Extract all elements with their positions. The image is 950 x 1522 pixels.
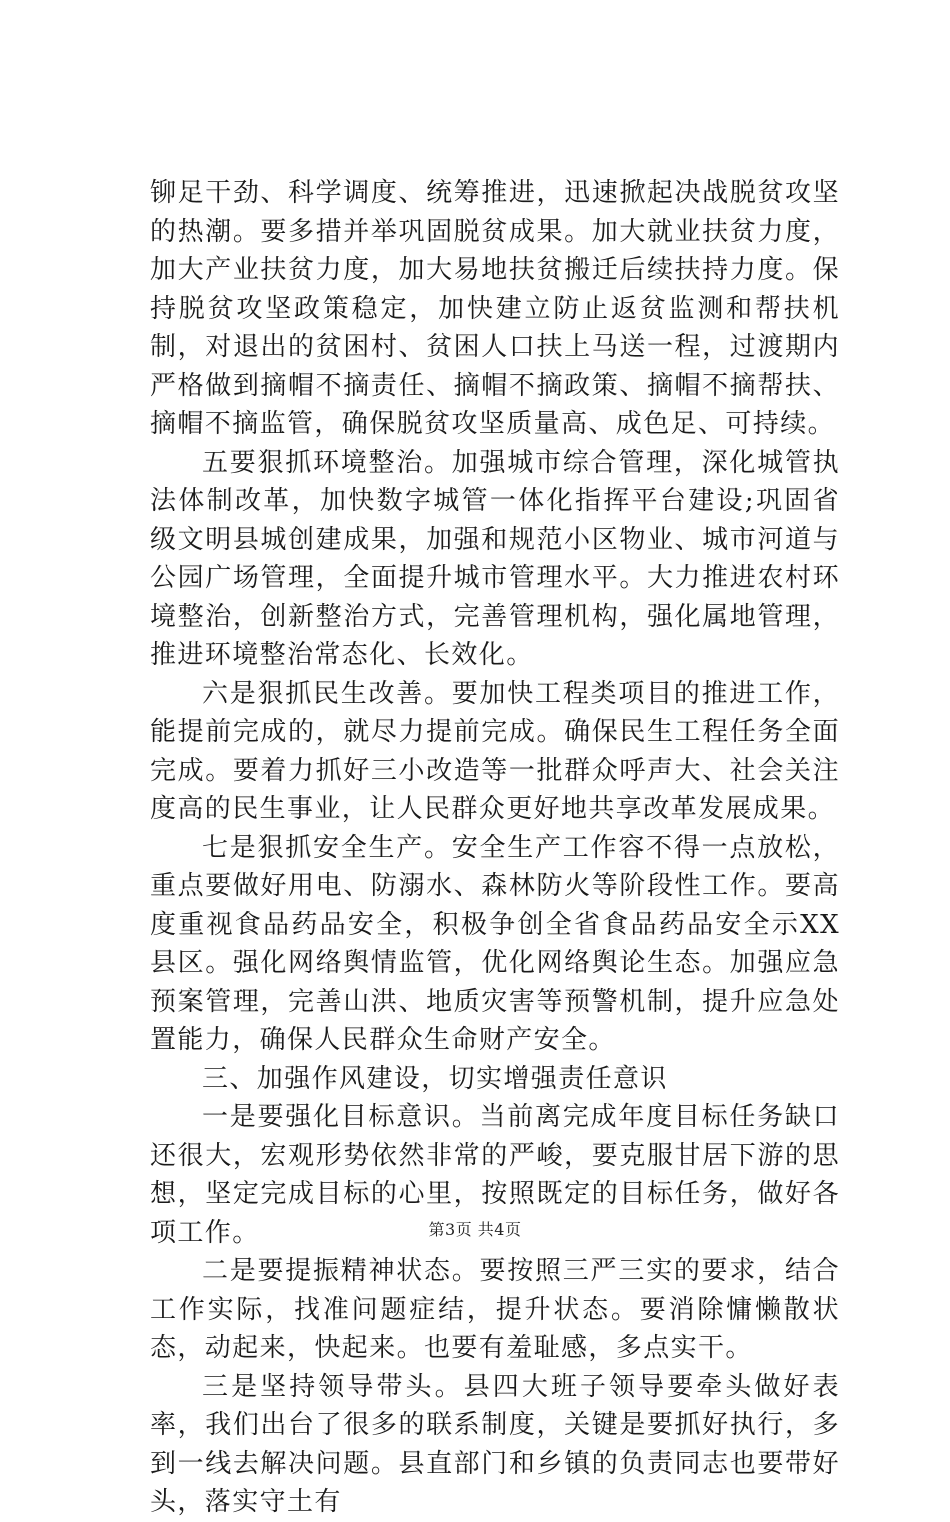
paragraph: 二是要提振精神状态。要按照三严三实的要求，结合工作实际，找准问题症结，提升状态。要消除慵懒散状态，动起来，快起来。也要有羞耻感，多点实干。 (150, 1256, 840, 1363)
paragraph: 一是要强化目标意识。当前离完成年度目标任务缺口还很大，宏观形势依然非常的严峻，要克服甘居下游的思想，坚定完成目标的心里，按照既定的目标任务，做好各项工作。 (150, 1102, 840, 1248)
paragraph: 七是狠抓安全生产。安全生产工作容不得一点放松，重点要做好用电、防溺水、森林防火等阶段性工作。要高度重视食品药品安全，积极争创全省食品药品安全示XX县区。强化网络舆情监管，优化网络舆论生态。加强应急预案管理，完善山洪、地质灾害等预警机制，提升应急处置能力，确保人民群众生命财产安全。 (150, 832, 840, 1055)
paragraph: 六是狠抓民生改善。要加快工程类项目的推进工作，能提前完成的，就尽力提前完成。确保民生工程任务全面完成。要着力抓好三小改造等一批群众呼声大、社会关注度高的民生事业，让人民群众更好地共享改革发展成果。 (150, 678, 840, 824)
paragraph: 五要狠抓环境整治。加强城市综合管理，深化城管执法体制改革，加快数字城管一体化指挥平台建设;巩固省级文明县城创建成果，加强和规范小区物业、城市河道与公园广场管理，全面提升城市管理水平。大力推进农村环境整治，创新整治方式，完善管理机构，强化属地管理，推进环境整治常态化、长效化。 (150, 447, 840, 670)
document-body (150, 174, 840, 1522)
page-number-footer: 第3页 共4页 (428, 1220, 522, 1239)
paragraph: 铆足干劲、科学调度、统筹推进，迅速掀起决战脱贫攻坚的热潮。要多措并举巩固脱贫成果。加大就业扶贫力度，加大产业扶贫力度，加大易地扶贫搬迁后续扶持力度。保持脱贫攻坚政策稳定，加快建立防止返贫监测和帮扶机制，对退出的贫困村、贫困人口扶上马送一程，过渡期内严格做到摘帽不摘责任、摘帽不摘政策、摘帽不摘帮扶、摘帽不摘监管，确保脱贫攻坚质量高、成色足、可持续。 (150, 178, 840, 439)
paragraph: 三是坚持领导带头。县四大班子领导要牵头做好表率，我们出台了很多的联系制度，关键是要抓好执行，多到一线去解决问题。县直部门和乡镇的负责同志也要带好头，落实守土有 (150, 1371, 840, 1517)
section-heading: 三、加强作风建设，切实增强责任意识 (202, 1063, 668, 1094)
